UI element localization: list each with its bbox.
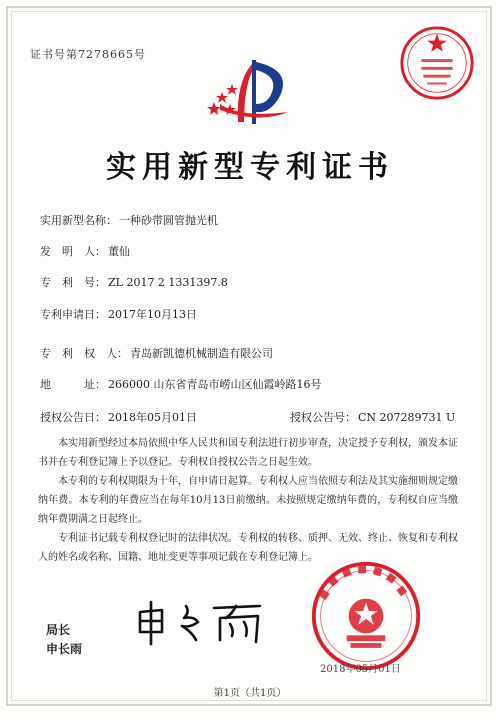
field-label: 授权公告日： — [40, 411, 106, 424]
agency-seal-icon — [398, 24, 476, 102]
field-label: 专 利 权 人： — [40, 347, 128, 360]
field-label: 专 利 号： — [40, 276, 106, 289]
sipo-official-seal-icon — [308, 558, 424, 674]
field-value: ZL 2017 2 1331397.8 — [108, 276, 228, 289]
field-value: CN 207289731 U — [358, 411, 456, 424]
sipo-emblem-icon — [200, 52, 300, 132]
paragraph-legal-status: 专利证书记载专利权登记时的法律状况。专利权的转移、质押、无效、终止、恢复和专利权人的姓名或名称、国籍、地址变更等事项记载在专利登记簿上。 — [38, 533, 458, 563]
field-grant-date — [40, 409, 197, 425]
certificate-title: 实用新型专利证书 — [106, 150, 394, 185]
field-patentee — [40, 345, 273, 361]
field-label: 专利申请日： — [40, 308, 106, 321]
field-value: 青岛新凯德机械制造有限公司 — [130, 347, 273, 360]
page-footer: 第1页（共1页） — [213, 688, 287, 699]
field-address — [40, 376, 321, 392]
certificate-body — [38, 434, 458, 567]
field-label: 地 址： — [40, 378, 106, 391]
field-value: 2018年05月01日 — [108, 411, 197, 424]
field-label: 发 明 人： — [40, 245, 106, 258]
field-label: 实用新型名称： — [40, 214, 117, 227]
field-value: 一种砂带圆管抛光机 — [119, 214, 218, 227]
field-utility-model-name — [40, 212, 218, 228]
paragraph-grant: 本实用新型经过本局依照中华人民共和国专利法进行初步审查，决定授予专利权，颁发本证书并在专利登记簿上予以登记。专利权自授权公告之日起生效。 — [38, 438, 458, 468]
field-value: 266000 山东省青岛市崂山区仙霞岭路16号 — [108, 378, 322, 391]
field-patent-number — [40, 274, 228, 290]
director-name: 申长雨 — [46, 642, 83, 656]
field-value: 2017年10月13日 — [108, 308, 197, 321]
certificate-number: 证书号第7278665号 — [30, 48, 146, 61]
director-title: 局长 — [46, 623, 71, 637]
field-value: 董仙 — [108, 245, 130, 258]
seal-date: 2018年05月01日 — [320, 664, 401, 675]
field-inventor — [40, 243, 130, 259]
paragraph-term: 本专利的专利权期限为十年，自申请日起算。专利权人应当依照专利法及其实施细则规定缴纳年费。本专利的年费应当在每年10月13日前缴纳。未按照规定缴纳年费的，专利权自应当缴纳年费期满之日起终止。 — [38, 476, 458, 525]
field-grant-announcement-number — [290, 409, 455, 425]
handwritten-signature — [132, 598, 272, 646]
field-label: 授权公告号： — [290, 411, 356, 424]
field-filing-date — [40, 306, 197, 322]
